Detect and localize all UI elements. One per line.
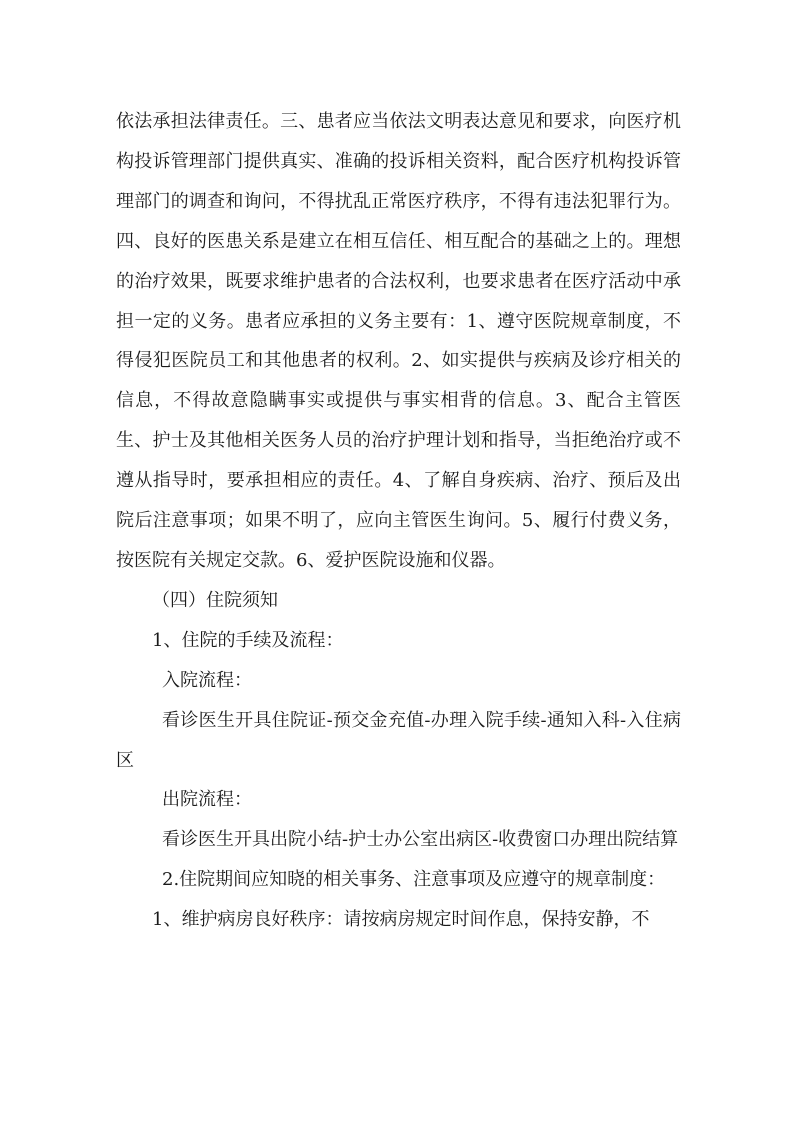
item-admission-procedure: 1、住院的手续及流程： <box>152 629 344 651</box>
item-hospital-rules: 2.住院期间应知晓的相关事务、注意事项及应遵守的规章制度： <box>162 869 666 891</box>
paragraph-admission-flow: 看诊医生开具住院证-预交金充值-办理入院手续-通知入科-入住病区 <box>116 709 681 771</box>
label-discharge-flow: 出院流程： <box>162 789 252 811</box>
document-body <box>116 102 681 940</box>
paragraph-patient-obligations: 依法承担法律责任。三、患者应当依法文明表达意见和要求，向医疗机构投诉管理部门提供真实、准确的投诉相关资料，配合医疗机构投诉管理部门的调查和询问，不得扰乱正常医疗秩序，不得有违法犯罪行为。四、良好的医患关系是建立在相互信任、相互配合的基础之上的。理想的治疗效果，既要求维护患者的合法权利，也要求患者在医疗活动中承担一定的义务。患者应承担的义务主要有：1、遵守医院规章制度，不得侵犯医院员工和其他患者的权利。2、如实提供与疾病及诊疗相关的信息，不得故意隐瞒事实或提供与事实相背的信息。3、配合主管医生、护士及其他相关医务人员的治疗护理计划和指导，当拒绝治疗或不遵从指导时，要承担相应的责任。4、了解自身疾病、治疗、预后及出院后注意事项；如果不明了，应向主管医生询问。5、履行付费义务，按医院有关规定交款。6、爱护医院设施和仪器。 <box>116 111 681 571</box>
label-admission-flow: 入院流程： <box>162 669 252 691</box>
paragraph-ward-order: 1、维护病房良好秩序：请按病房规定时间作息，保持安静，不 <box>152 909 650 931</box>
section-heading-admission-notice: （四）住院须知 <box>152 589 278 611</box>
paragraph-discharge-flow: 看诊医生开具出院小结-护士办公室出病区-收费窗口办理出院结算 <box>162 829 679 851</box>
